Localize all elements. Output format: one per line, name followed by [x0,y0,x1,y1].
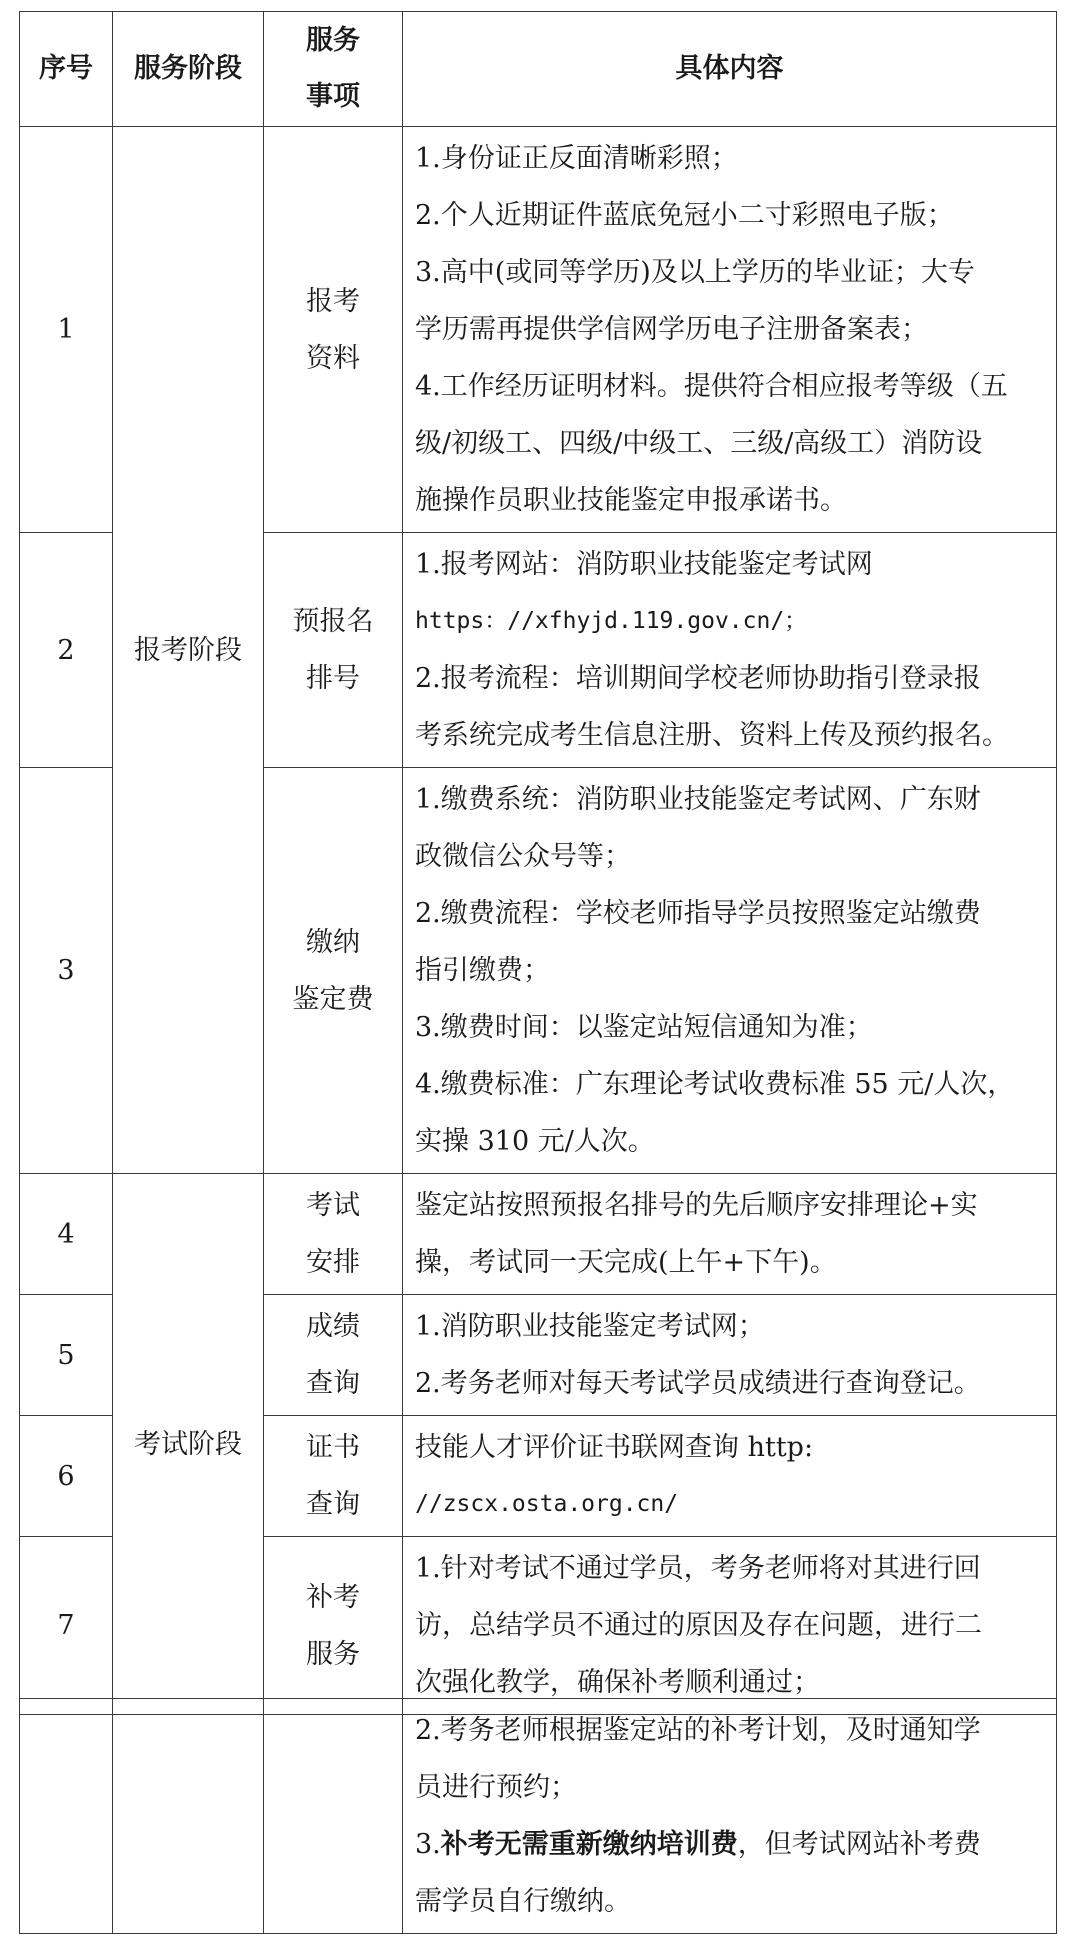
row-content [403,1174,1057,1295]
content-line: 2.考务老师对每天考试学员成绩进行查询登记。 [415,1368,981,1399]
continuation-num-cell [20,1699,113,1934]
header-stage: 服务阶段 [113,12,264,127]
content-line: 1.针对考试不通过学员，考务老师将对其进行回 [415,1553,981,1584]
content-line: 政微信公众号等； [415,841,631,872]
row-item [264,1174,403,1295]
row-item-line: 查询 [306,1368,360,1399]
content-line: 2.报考流程：培训期间学校老师协助指引登录报 [415,663,981,694]
row-item [264,533,403,768]
row-num: 6 [20,1416,113,1537]
header-item-line1: 服务 [306,25,360,56]
row-item-line: 排号 [306,663,360,694]
table-header-row [20,12,1057,127]
header-num: 序号 [20,12,113,127]
row-item-line: 安排 [306,1247,360,1278]
row-num: 1 [20,127,113,533]
row-item-line: 报考 [306,285,360,317]
row-item-line: 考试 [306,1190,360,1221]
content-line: 学历需再提供学信网学历电子注册备案表； [415,314,928,345]
content-line: 1.缴费系统：消防职业技能鉴定考试网、广东财 [415,784,981,815]
row-item-line: 补考 [306,1581,360,1613]
row-item-line: 证书 [306,1432,360,1463]
bold-prefix: 3. [415,1829,441,1860]
table-row [20,1174,1057,1295]
row-item [264,127,403,533]
row-content [403,127,1057,533]
row-content [403,533,1057,768]
bold-notice: 补考无需重新缴纳培训费 [440,1829,738,1860]
table-row [20,1699,1057,1934]
row-item-line: 服务 [306,1638,360,1670]
header-item [264,12,403,127]
row-content [403,1416,1057,1537]
content-line: 4.缴费标准：广东理论考试收费标准 55 元/人次， [415,1069,1015,1100]
header-item-line2: 事项 [306,81,360,112]
row-item-line: 查询 [306,1489,360,1520]
content-line [415,1816,1046,1873]
stage-exam: 考试阶段 [113,1174,264,1715]
row-content [403,1537,1057,1715]
content-line: 鉴定站按照预报名排号的先后顺序安排理论+实 [415,1190,978,1221]
continuation-table [19,1698,1057,1934]
content-line: 访，总结学员不通过的原因及存在问题，进行二 [415,1610,982,1641]
row-content [403,768,1057,1174]
content-line: 1.报考网站：消防职业技能鉴定考试网 [415,549,873,580]
row-item [264,1295,403,1416]
content-line: 指引缴费； [415,955,550,986]
content-line: 2.考务老师根据鉴定站的补考计划，及时通知学 [415,1715,981,1746]
table-row [20,127,1057,533]
row-item-line: 预报名 [292,606,374,637]
row-item-line: 成绩 [306,1311,360,1342]
row-num: 4 [20,1174,113,1295]
header-content: 具体内容 [403,12,1057,127]
content-line: 操，考试同一天完成(上午+下午)。 [415,1247,837,1278]
continuation-item-cell [264,1699,403,1934]
row-content [403,1699,1057,1934]
content-line: 3.缴费时间：以鉴定站短信通知为准； [415,1012,873,1043]
content-line: 级/初级工、四级/中级工、三级/高级工）消防设 [415,428,983,459]
row-item-line: 资料 [306,342,360,374]
row-item-line: 缴纳 [306,926,360,958]
row-content [403,1295,1057,1416]
content-line: 技能人才评价证书联网查询 http: [415,1432,814,1463]
row-num: 3 [20,768,113,1174]
content-line: 员进行预约； [415,1772,577,1803]
url-link[interactable]: https：//xfhyjd.119.gov.cn/； [415,608,808,634]
url-link[interactable]: //zscx.osta.org.cn/ [415,1491,679,1517]
content-line: 2.个人近期证件蓝底免冠小二寸彩照电子版； [415,200,954,231]
content-line: 实操 310 元/人次。 [415,1126,655,1157]
content-line: 需学员自行缴纳。 [415,1886,631,1917]
notice-rest: ，但考试网站补考费 [737,1829,981,1860]
content-line: 3.高中(或同等学历)及以上学历的毕业证；大专 [415,257,975,288]
content-line: 次强化教学，确保补考顺利通过； [415,1667,820,1698]
row-num: 2 [20,533,113,768]
content-line: 1.身份证正反面清晰彩照； [415,143,738,174]
row-num: 7 [20,1537,113,1715]
row-item-line: 鉴定费 [292,983,374,1015]
row-item [264,768,403,1174]
row-num: 5 [20,1295,113,1416]
continuation-stage-cell [113,1699,264,1934]
content-line: 施操作员职业技能鉴定申报承诺书。 [415,485,847,516]
content-line: 考系统完成考生信息注册、资料上传及预约报名。 [415,720,1009,751]
row-item [264,1537,403,1715]
content-line: 1.消防职业技能鉴定考试网； [415,1311,765,1342]
row-item [264,1416,403,1537]
content-line: 2.缴费流程：学校老师指导学员按照鉴定站缴费 [415,898,981,929]
service-table [19,11,1057,1715]
content-line: 4.工作经历证明材料。提供符合相应报考等级（五 [415,371,1008,402]
stage-apply: 报考阶段 [113,127,264,1174]
